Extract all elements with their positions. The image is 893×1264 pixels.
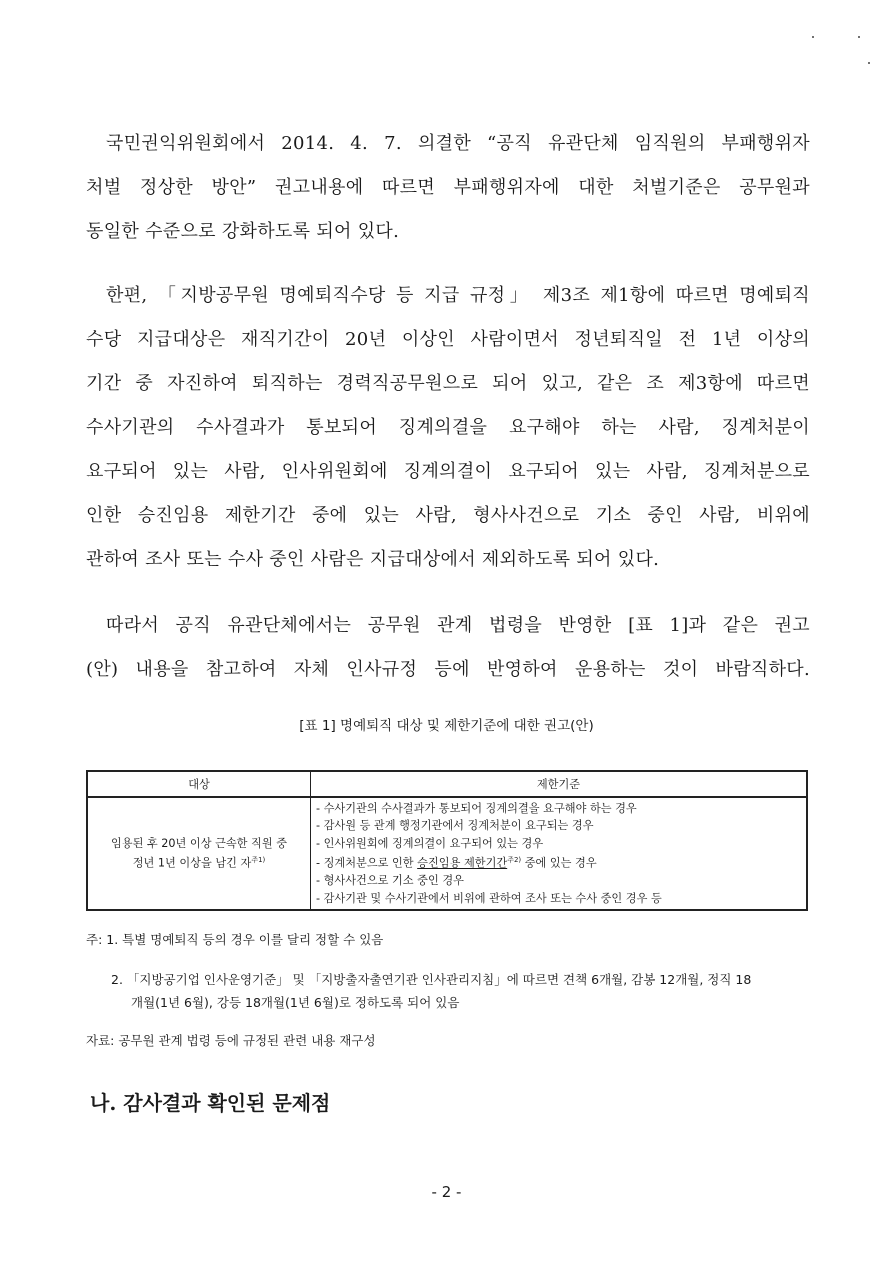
criteria-cell	[311, 797, 808, 910]
paragraph-line: 동일한 수준으로 강화하도록 되어 있다.	[86, 221, 400, 242]
criteria-suffix: 중에 있는 경우	[521, 856, 597, 870]
table-header-row	[87, 771, 807, 797]
footnote-2-line-1: 2. 「지방공기업 인사운영기준」 및 「지방출자출연기관 인사관리지침」에 따르면 견책 6개월, 감봉 12개월, 정직 18	[111, 972, 752, 987]
table-caption: [표 1] 명예퇴직 대상 및 제한기준에 대한 권고(안)	[299, 718, 594, 734]
target-line-1: 임용된 후 20년 이상 근속한 직원 중	[110, 837, 288, 851]
footnote-ref-2: 주2)	[507, 856, 522, 865]
scan-speck	[858, 36, 860, 38]
paragraph-line: 한편, 「지방공무원 명예퇴직수당 등 지급 규정」 제3조 제1항에 따르면 명예퇴직	[106, 285, 810, 306]
criteria-item: - 수사기관의 수사결과가 통보되어 징계의결을 요구해야 하는 경우	[316, 802, 637, 815]
footnote-1: 주: 1. 특별 명예퇴직 등의 경우 이를 달리 정할 수 있음	[86, 932, 384, 947]
criteria-item: - 감사기관 및 수사기관에서 비위에 관하여 조사 또는 수사 중인 경우 등	[316, 891, 662, 905]
criteria-item-disciplinary	[316, 852, 801, 872]
table-source: 자료: 공무원 관계 법령 등에 규정된 관련 내용 재구성	[86, 1033, 376, 1048]
paragraph-1	[86, 122, 810, 254]
criteria-prefix: - 징계처분으로 인한	[316, 856, 418, 870]
criteria-item: - 감사원 등 관계 행정기관에서 징계처분이 요구되는 경우	[316, 819, 594, 833]
header-target: 대상	[87, 771, 311, 797]
paragraph-line: 수당 지급대상은 재직기간이 20년 이상인 사람이면서 정년퇴직일 전 1년 이상의	[86, 329, 810, 350]
paragraph-line: 수사기관의 수사결과가 통보되어 징계의결을 요구해야 하는 사람, 징계처분이	[86, 417, 810, 438]
section-heading: 나. 감사결과 확인된 문제점	[90, 1091, 331, 1115]
retirement-criteria-table	[86, 770, 808, 911]
paragraph-line: 관하여 조사 또는 수사 중인 사람은 지급대상에서 제외하도록 되어 있다.	[86, 549, 660, 570]
target-cell	[87, 797, 311, 910]
paragraph-line: 인한 승진임용 제한기간 중에 있는 사람, 형사사건으로 기소 중인 사람, 비위에	[86, 505, 810, 526]
criteria-underlined: 승진임용 제한기간	[417, 856, 508, 870]
criteria-item: - 형사사건으로 기소 중인 경우	[316, 874, 464, 888]
criteria-item: - 인사위원회에 징계의결이 요구되어 있는 경우	[316, 836, 544, 850]
paragraph-line: 처벌 정상한 방안” 권고내용에 따르면 부패행위자에 대한 처벌기준은 공무원과	[86, 177, 810, 198]
scan-speck	[812, 36, 814, 38]
paragraph-2	[86, 274, 810, 582]
target-line-2: 정년 1년 이상을 남긴 자	[132, 856, 252, 870]
page-number: - 2 -	[431, 1183, 462, 1201]
paragraph-line: (안) 내용을 참고하여 자체 인사규정 등에 반영하여 운용하는 것이 바람직하다.	[86, 659, 810, 680]
footnote-ref-1: 주1)	[251, 856, 266, 865]
header-criteria: 제한기준	[311, 771, 808, 797]
paragraph-3	[86, 604, 810, 692]
paragraph-line: 기간 중 자진하여 퇴직하는 경력직공무원으로 되어 있고, 같은 조 제3항에 따르면	[86, 373, 810, 394]
paragraph-line: 따라서 공직 유관단체에서는 공무원 관계 법령을 반영한 [표 1]과 같은 권고	[106, 615, 810, 636]
footnote-2-line-2: 개월(1년 6월), 강등 18개월(1년 6월)로 정하도록 되어 있음	[131, 995, 460, 1010]
paragraph-line: 요구되어 있는 사람, 인사위원회에 징계의결이 요구되어 있는 사람, 징계처분으로	[86, 461, 810, 482]
paragraph-line: 국민권익위원회에서 2014. 4. 7. 의결한 “공직 유관단체 임직원의 부패행위자	[106, 133, 810, 154]
scan-speck	[868, 62, 870, 64]
table-row	[87, 797, 807, 910]
